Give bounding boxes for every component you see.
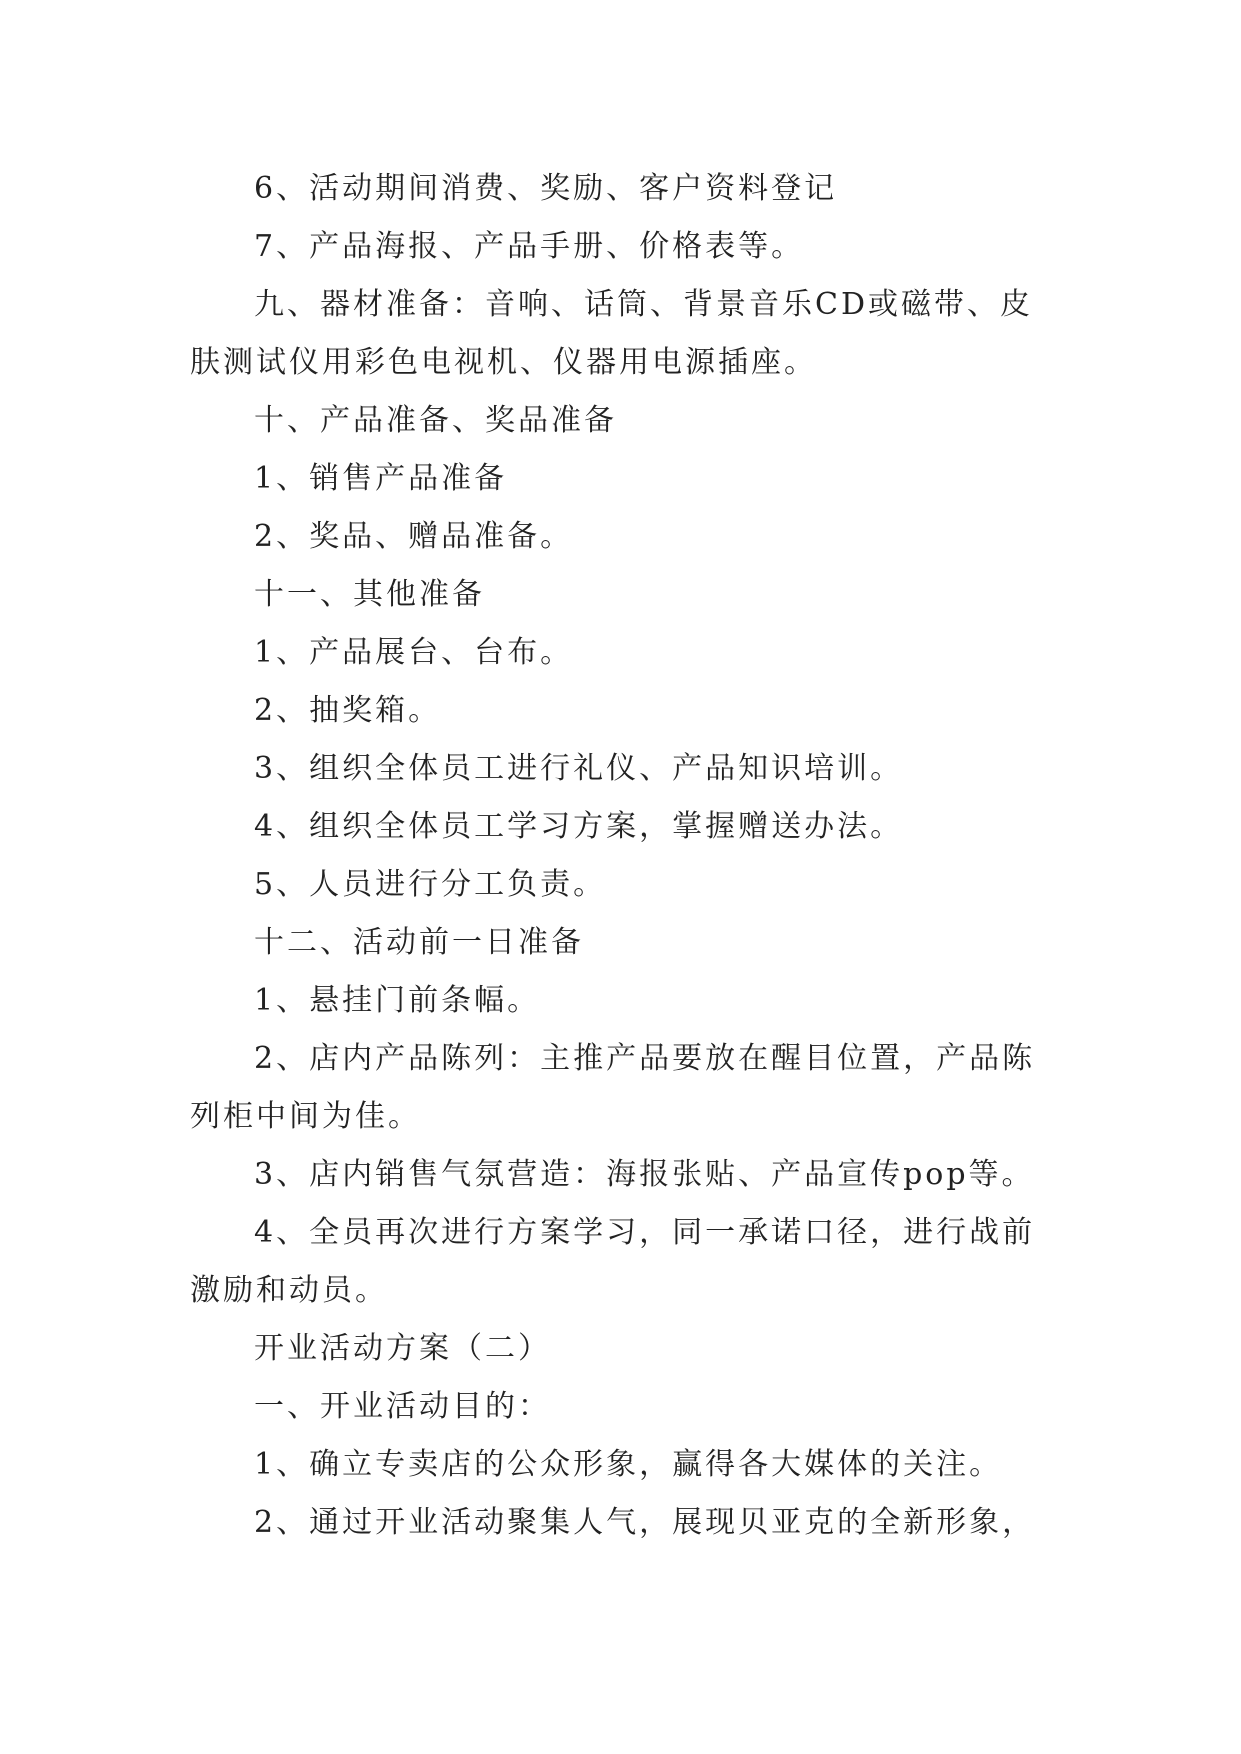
paragraph: 2、店内产品陈列：主推产品要放在醒目位置，产品陈列柜中间为佳。 [190, 1041, 1036, 1134]
paragraph: 2、奖品、赠品准备。 [254, 519, 574, 554]
paragraph: 1、销售产品准备 [254, 461, 508, 496]
paragraph: 3、店内销售气氛营造：海报张贴、产品宣传pop等。 [254, 1157, 1035, 1192]
section-heading: 十一、其他准备 [254, 577, 485, 612]
paragraph: 2、通过开业活动聚集人气，展现贝亚克的全新形象， [254, 1505, 1036, 1540]
document-body [190, 160, 1060, 1552]
paragraph: 3、组织全体员工进行礼仪、产品知识培训。 [254, 751, 904, 786]
paragraph: 1、悬挂门前条幅。 [254, 983, 541, 1018]
paragraph: 2、抽奖箱。 [254, 693, 442, 728]
section-heading: 一、开业活动目的： [254, 1389, 551, 1424]
paragraph: 1、确立专卖店的公众形象，赢得各大媒体的关注。 [254, 1447, 1003, 1482]
section-heading: 十、产品准备、奖品准备 [254, 403, 617, 438]
paragraph: 九、器材准备：音响、话筒、背景音乐CD或磁带、皮肤测试仪用彩色电视机、仪器用电源插座。 [190, 287, 1034, 380]
paragraph: 4、全员再次进行方案学习，同一承诺口径，进行战前激励和动员。 [190, 1215, 1036, 1308]
paragraph: 6、活动期间消费、奖励、客户资料登记 [254, 171, 838, 206]
paragraph: 7、产品海报、产品手册、价格表等。 [254, 229, 805, 264]
document-title: 开业活动方案（二） [254, 1331, 551, 1366]
paragraph: 1、产品展台、台布。 [254, 635, 574, 670]
paragraph: 4、组织全体员工学习方案，掌握赠送办法。 [254, 809, 904, 844]
paragraph: 5、人员进行分工负责。 [254, 867, 607, 902]
section-heading: 十二、活动前一日准备 [254, 925, 584, 960]
